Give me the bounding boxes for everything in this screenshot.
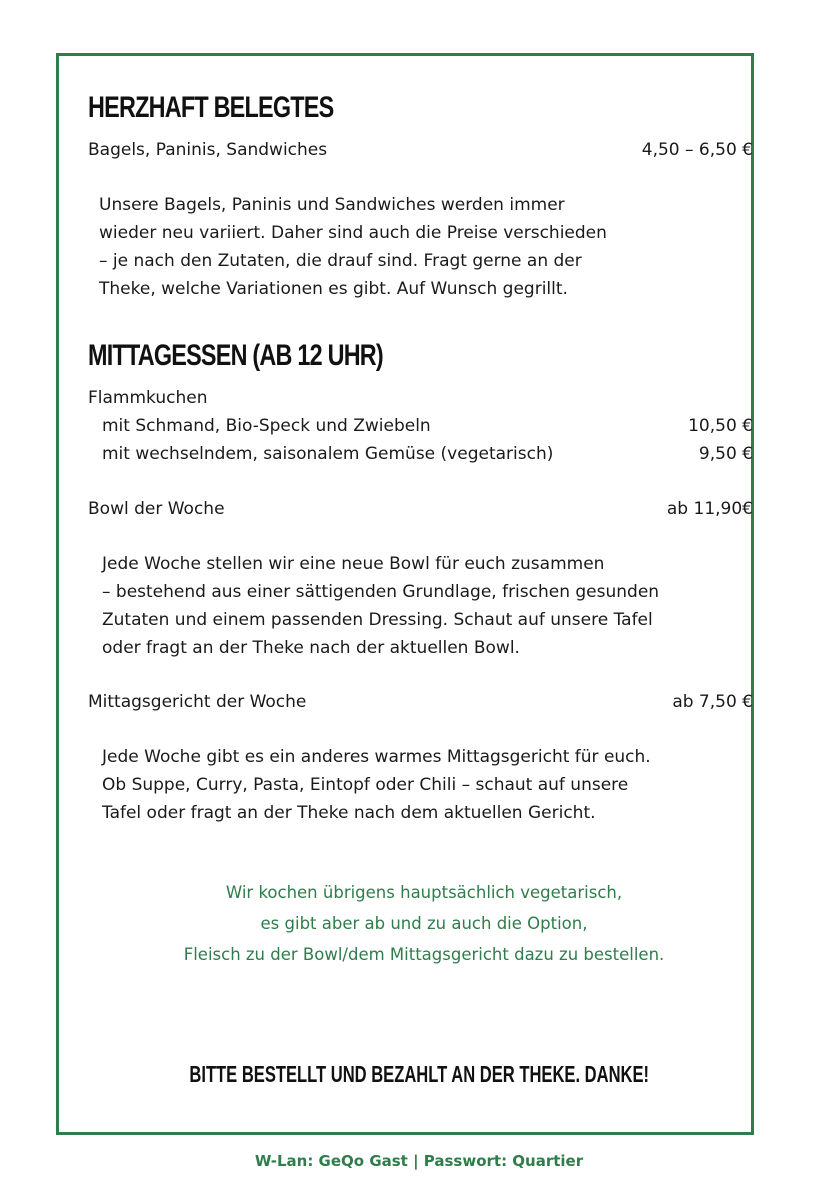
description-line: Tafel oder fragt an der Theke nach dem aktuellen Gericht. [102, 803, 596, 823]
description-line: wieder neu variiert. Daher sind auch die Preise verschieden [99, 223, 607, 243]
mittagsgericht-description [102, 743, 651, 827]
description-line: oder fragt an der Theke nach der aktuellen Bowl. [102, 638, 520, 658]
menu-item-label: Mittagsgericht der Woche [88, 692, 307, 712]
description-line: – je nach den Zutaten, die drauf sind. Fragt gerne an der [99, 251, 582, 271]
menu-item-label: Bowl der Woche [88, 499, 225, 519]
section-heading-herzhaft-belegtes: HERZHAFT BELEGTES [88, 91, 334, 124]
menu-option-label: mit Schmand, Bio-Speck und Zwiebeln [102, 416, 431, 436]
menu-item-flammkuchen [88, 387, 753, 409]
menu-item-price: ab 7,50 € [672, 692, 753, 712]
wifi-info: W-Lan: GeQo Gast | Passwort: Quartier [254, 1152, 584, 1170]
note-line: Fleisch zu der Bowl/dem Mittagsgericht dazu zu bestellen. [183, 945, 665, 964]
note-line: Wir kochen übrigens hauptsächlich vegetarisch, [225, 883, 623, 902]
menu-option-price: 10,50 € [688, 416, 753, 436]
menu-item-bowl [88, 498, 753, 520]
description-line: Ob Suppe, Curry, Pasta, Eintopf oder Chili – schaut auf unsere [102, 775, 629, 795]
order-at-counter-notice [0, 1063, 838, 1086]
description-line: Unsere Bagels, Paninis und Sandwiches werden immer [99, 195, 565, 215]
bowl-description [102, 550, 659, 662]
bagels-description [99, 191, 607, 303]
menu-option-schmand [102, 415, 753, 437]
description-line: Jede Woche stellen wir eine neue Bowl für euch zusammen [102, 554, 605, 574]
menu-option-gemuese [102, 443, 753, 465]
description-line: – bestehend aus einer sättigenden Grundlage, frischen gesunden [102, 582, 660, 602]
menu-option-price: 9,50 € [698, 444, 753, 464]
menu-item-label: Bagels, Paninis, Sandwiches [88, 140, 328, 160]
menu-item-label: Flammkuchen [88, 388, 208, 408]
description-line: Jede Woche gibt es ein anderes warmes Mittagsgericht für euch. [102, 747, 651, 767]
vegetarian-note [88, 877, 760, 970]
section-heading-mittagessen: MITTAGESSEN (AB 12 UHR) [88, 339, 383, 372]
menu-item-mittagsgericht [88, 691, 753, 713]
description-line: Theke, welche Variationen es gibt. Auf Wunsch gegrillt. [99, 279, 568, 299]
menu-item-price: 4,50 – 6,50 € [641, 140, 753, 160]
menu-item-price: ab 11,90€ [666, 499, 753, 519]
note-line: es gibt aber ab und zu auch die Option, [260, 914, 588, 933]
menu-option-label: mit wechselndem, saisonalem Gemüse (vegetarisch) [102, 444, 554, 464]
menu-item-bagels [88, 139, 753, 161]
order-at-counter-text: BITTE BESTELLT UND BEZAHLT AN DER THEKE. DANKE! [189, 1061, 649, 1087]
description-line: Zutaten und einem passenden Dressing. Schaut auf unsere Tafel [102, 610, 653, 630]
